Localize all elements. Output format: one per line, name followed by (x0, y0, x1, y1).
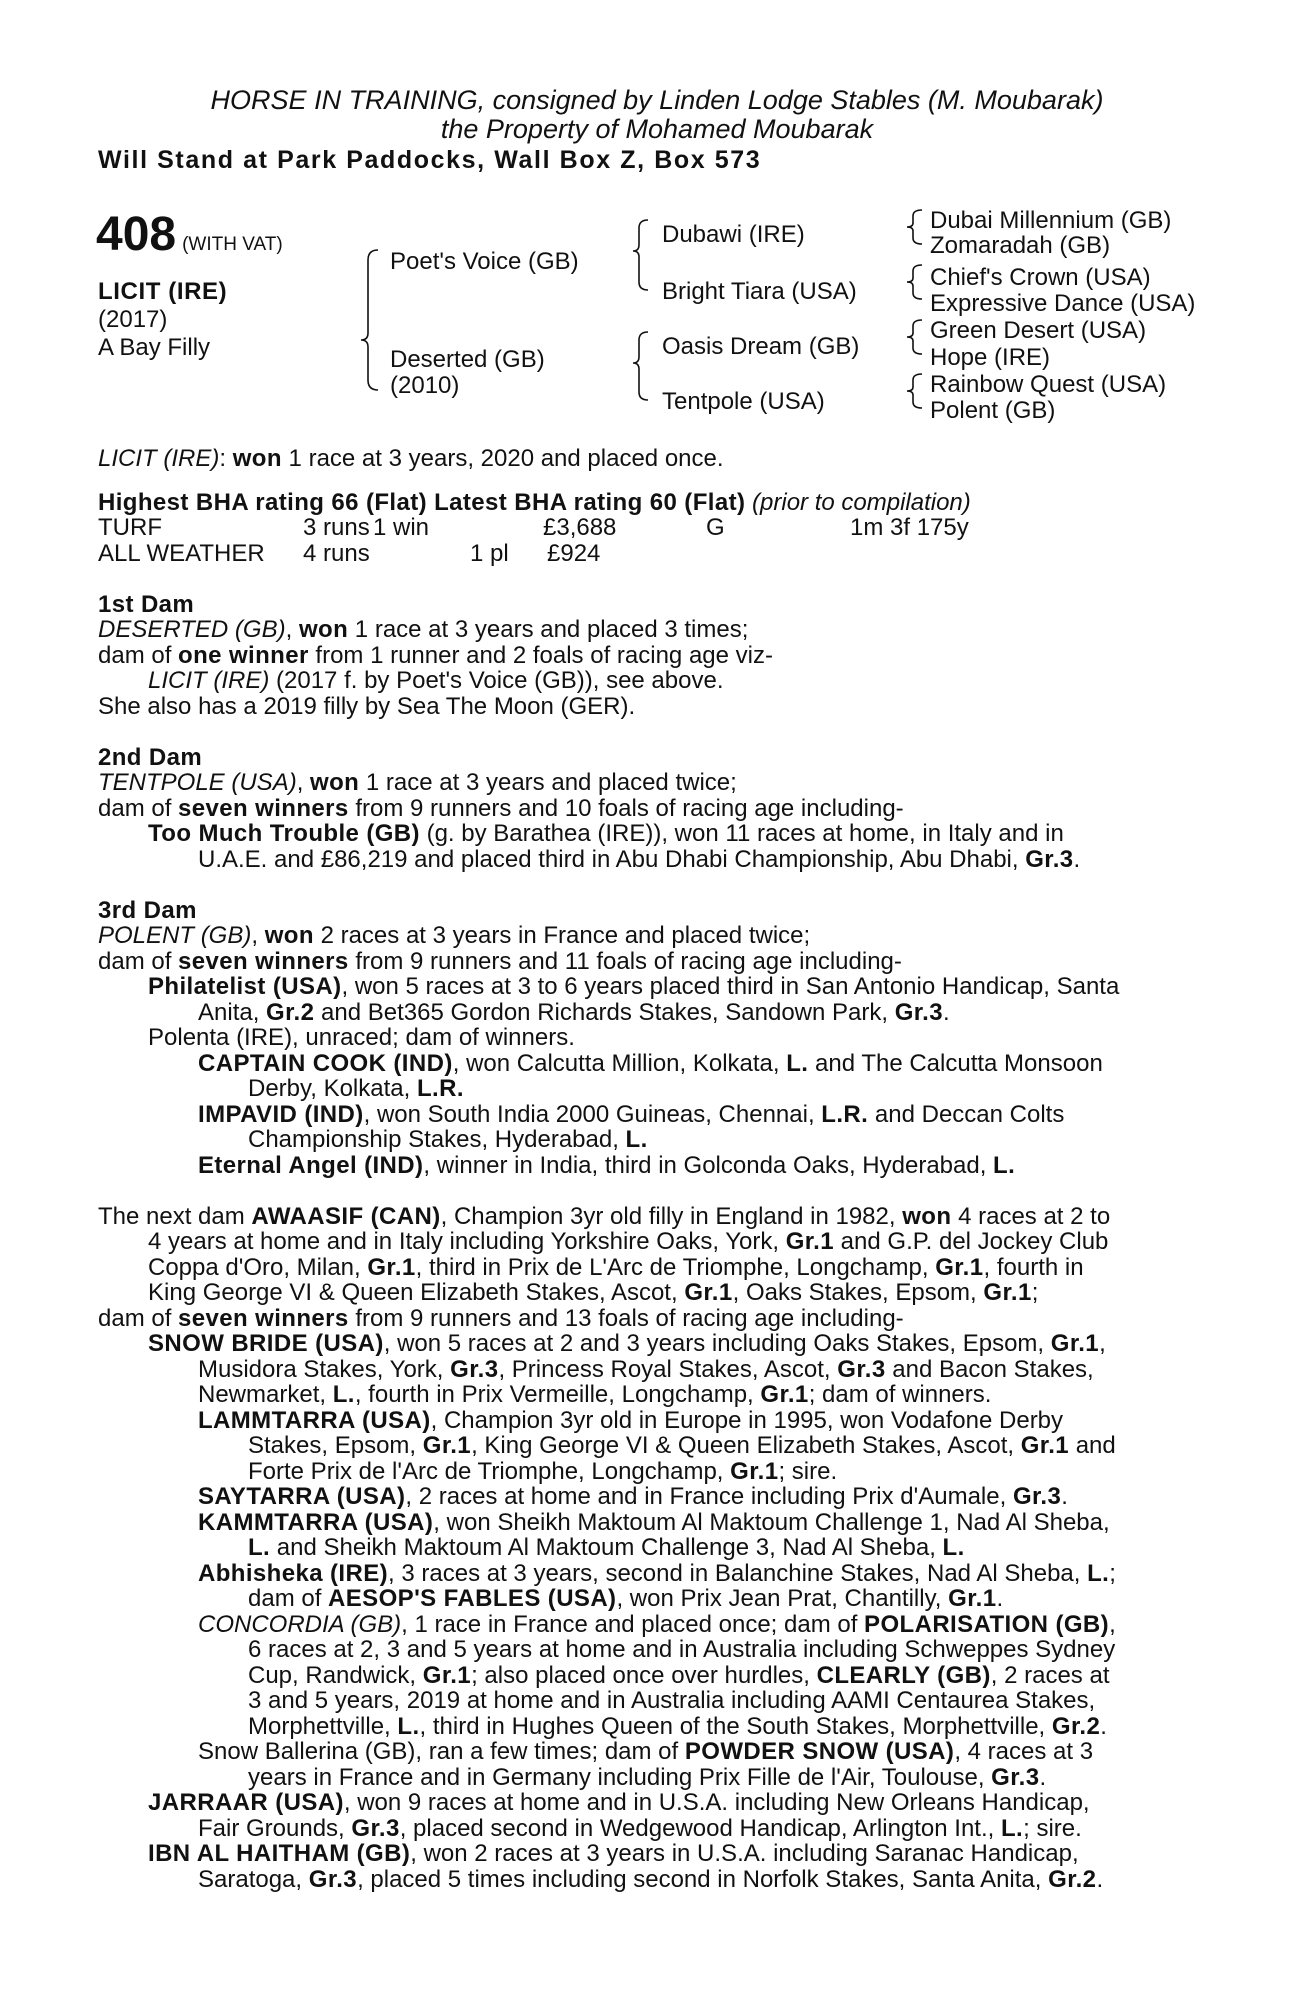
too-much-trouble: Too Much Trouble (GB) (g. by Barathea (IRE)), won 11 races at home, in Italy and in (148, 820, 1064, 847)
next-dam-line-4: King George VI & Queen Elizabeth Stakes, Ascot, Gr.1, Oaks Stakes, Epsom, Gr.1; (148, 1279, 1039, 1306)
second-dam-line: TENTPOLE (USA), won 1 race at 3 years and placed twice; (98, 769, 737, 796)
second-dam-produce: dam of seven winners from 9 runners and 10 foals of racing age including- (98, 794, 904, 822)
first-dam-produce: dam of one winner from 1 runner and 2 foals of racing age viz- (98, 641, 773, 669)
dam-year: (2010) (390, 372, 460, 399)
eternal-angel: Eternal Angel (IND), winner in India, third in Golconda Oaks, Hyderabad, L. (198, 1151, 1016, 1179)
ancestor-sss: Dubai Millennium (GB) (930, 207, 1172, 234)
catalogue-body (98, 446, 1208, 1892)
race-summary: LICIT (IRE): won 1 race at 3 years, 2020 and placed once. (98, 445, 724, 472)
sire-dam-bracket (361, 250, 378, 390)
turf-record: TURF 3 runs 1 win £3,688 G 1m 3f 175y (98, 514, 969, 541)
dam-sire: Oasis Dream (GB) (662, 333, 860, 360)
philatelist: Philatelist (USA), won 5 races at 3 to 6 years placed third in San Antonio Handicap, Santa (148, 973, 1120, 1000)
snow-ballerina: Snow Ballerina (GB), ran a few times; dam of POWDER SNOW (USA), 4 races at 3 (198, 1738, 1094, 1765)
foaling-year: (2017) (98, 306, 168, 333)
ibn-al-haitham: IBN AL HAITHAM (GB), won 2 races at 3 years in U.S.A. including Saranac Handicap, (148, 1840, 1079, 1867)
horse-identity (98, 278, 227, 362)
sire-line-bracket (633, 220, 648, 290)
concordia-cont-4: Morphettville, L., third in Hughes Queen of the South Stakes, Morphettville, Gr.2. (248, 1712, 1107, 1740)
concordia: CONCORDIA (GB), 1 race in France and placed once; dam of POLARISATION (GB), (198, 1610, 1116, 1638)
bha-ratings: Highest BHA rating 66 (Flat) Latest BHA rating 60 (Flat) (prior to compilation) (98, 488, 971, 516)
property-line: the Property of Mohamed Moubarak (440, 114, 874, 144)
ancestor-ssd: Zomaradah (GB) (930, 232, 1111, 259)
lammtarra: LAMMTARRA (USA), Champion 3yr old in Europe in 1995, won Vodafone Derby (198, 1406, 1064, 1434)
concordia-cont-3: 3 and 5 years, 2019 at home and in Australia including AAMI Centaurea Stakes, (248, 1687, 1096, 1714)
polenta: Polenta (IRE), unraced; dam of winners. (148, 1024, 575, 1051)
horse-description: A Bay Filly (98, 334, 211, 361)
lot-number-block (96, 210, 283, 260)
third-dam-heading: 3rd Dam (98, 896, 197, 924)
consignor-line: HORSE IN TRAINING, consigned by Linden Lodge Stables (M. Moubarak) (210, 85, 1104, 115)
next-dam-line-2: 4 years at home and in Italy including Yorkshire Oaks, York, Gr.1 and G.P. del Jockey Club (148, 1228, 1109, 1255)
sire-dam: Bright Tiara (USA) (662, 278, 857, 305)
ancestor-sdd: Expressive Dance (USA) (930, 290, 1196, 317)
snow-bride-cont-1: Musidora Stakes, York, Gr.3, Princess Royal Stakes, Ascot, Gr.3 and Bacon Stakes, (198, 1355, 1094, 1383)
philatelist-cont: Anita, Gr.2 and Bet365 Gordon Richards Stakes, Sandown Park, Gr.3. (198, 998, 950, 1026)
lammtarra-cont-1: Stakes, Epsom, Gr.1, King George VI & Queen Elizabeth Stakes, Ascot, Gr.1 and (248, 1432, 1116, 1459)
saytarra: SAYTARRA (USA), 2 races at home and in France including Prix d'Aumale, Gr.3. (198, 1483, 1068, 1510)
abhisheka-cont: dam of AESOP'S FABLES (USA), won Prix Jean Prat, Chantilly, Gr.1. (248, 1585, 1004, 1612)
third-dam-line: POLENT (GB), won 2 races at 3 years in France and placed twice; (98, 922, 811, 949)
ancestor-dss: Green Desert (USA) (930, 317, 1147, 344)
dam-name: Deserted (GB) (390, 346, 545, 373)
dam-dam: Tentpole (USA) (662, 388, 825, 415)
impavid-cont: Championship Stakes, Hyderabad, L. (248, 1126, 648, 1153)
vat-note: (WITH VAT) (182, 234, 283, 255)
ancestor-sds: Chief's Crown (USA) (930, 264, 1151, 291)
first-dam-foal: LICIT (IRE) (2017 f. by Poet's Voice (GB)), see above. (148, 667, 724, 694)
jarraar-cont: Fair Grounds, Gr.3, placed second in Wedgewood Handicap, Arlington Int., L.; sire. (198, 1814, 1082, 1842)
first-dam-line: DESERTED (GB), won 1 race at 3 years and placed 3 times; (98, 616, 749, 643)
bracket-1 (907, 210, 922, 244)
stand-location: Will Stand at Park Paddocks, Wall Box Z, Box 573 (98, 146, 762, 174)
third-dam-produce: dam of seven winners from 9 runners and 11 foals of racing age including- (98, 947, 902, 975)
captain-cook: CAPTAIN COOK (IND), won Calcutta Million, Kolkata, L. and The Calcutta Monsoon (198, 1049, 1103, 1077)
abhisheka: Abhisheka (IRE), 3 races at 3 years, second in Balanchine Stakes, Nad Al Sheba, L.; (198, 1559, 1116, 1587)
all-weather-record: ALL WEATHER 4 runs 1 pl £924 (98, 539, 601, 567)
first-dam-heading: 1st Dam (98, 590, 195, 618)
first-dam-note: She also has a 2019 filly by Sea The Moon (GER). (98, 692, 636, 720)
bracket-3 (907, 320, 922, 354)
dam-line-bracket (633, 332, 648, 400)
impavid: IMPAVID (IND), won South India 2000 Guineas, Chennai, L.R. and Deccan Colts (198, 1100, 1065, 1128)
snow-ballerina-cont: years in France and in Germany including Prix Fille de l'Air, Toulouse, Gr.3. (248, 1763, 1047, 1791)
ancestor-dsd: Hope (IRE) (930, 344, 1051, 371)
snow-bride-cont-2: Newmarket, L., fourth in Prix Vermeille, Longchamp, Gr.1; dam of winners. (198, 1381, 992, 1408)
jarraar: JARRAAR (USA), won 9 races at home and in U.S.A. including New Orleans Handicap, (148, 1789, 1090, 1816)
ibn-al-haitham-cont: Saratoga, Gr.3, placed 5 times including second in Norfolk Stakes, Santa Anita, Gr.2. (198, 1865, 1104, 1893)
ancestor-dds: Rainbow Quest (USA) (930, 371, 1167, 398)
ancestor-ddd: Polent (GB) (930, 397, 1056, 424)
bracket-4 (907, 374, 922, 408)
captain-cook-cont: Derby, Kolkata, L.R. (248, 1075, 464, 1102)
snow-bride: SNOW BRIDE (USA), won 5 races at 2 and 3 years including Oaks Stakes, Epsom, Gr.1, (148, 1330, 1106, 1357)
second-dam-heading: 2nd Dam (98, 743, 203, 771)
concordia-cont-2: Cup, Randwick, Gr.1; also placed once over hurdles, CLEARLY (GB), 2 races at (248, 1661, 1110, 1689)
kammtarra: KAMMTARRA (USA), won Sheikh Maktoum Al Maktoum Challenge 1, Nad Al Sheba, (198, 1508, 1110, 1536)
kammtarra-cont: L. and Sheikh Maktoum Al Maktoum Challenge 3, Nad Al Sheba, L. (248, 1534, 965, 1561)
lammtarra-cont-2: Forte Prix de l'Arc de Triomphe, Longchamp, Gr.1; sire. (248, 1457, 838, 1485)
sire-sire: Dubawi (IRE) (662, 221, 805, 248)
next-dam-line-1: The next dam AWAASIF (CAN), Champion 3yr old filly in England in 1982, won 4 races at 2 to (98, 1202, 1111, 1230)
concordia-cont-1: 6 races at 2, 3 and 5 years at home and in Australia including Schweppes Sydney (248, 1636, 1116, 1663)
sire-name: Poet's Voice (GB) (390, 248, 579, 275)
bracket-2 (907, 265, 922, 299)
next-dam-line-3: Coppa d'Oro, Milan, Gr.1, third in Prix de L'Arc de Triomphe, Longchamp, Gr.1, fourth in (148, 1253, 1084, 1281)
lot-number: 408 (96, 208, 177, 261)
horse-name: LICIT (IRE) (98, 278, 228, 305)
too-much-trouble-cont: U.A.E. and £86,219 and placed third in Abu Dhabi Championship, Abu Dhabi, Gr.3. (198, 845, 1081, 873)
next-dam-produce: dam of seven winners from 9 runners and 13 foals of racing age including- (98, 1304, 904, 1332)
